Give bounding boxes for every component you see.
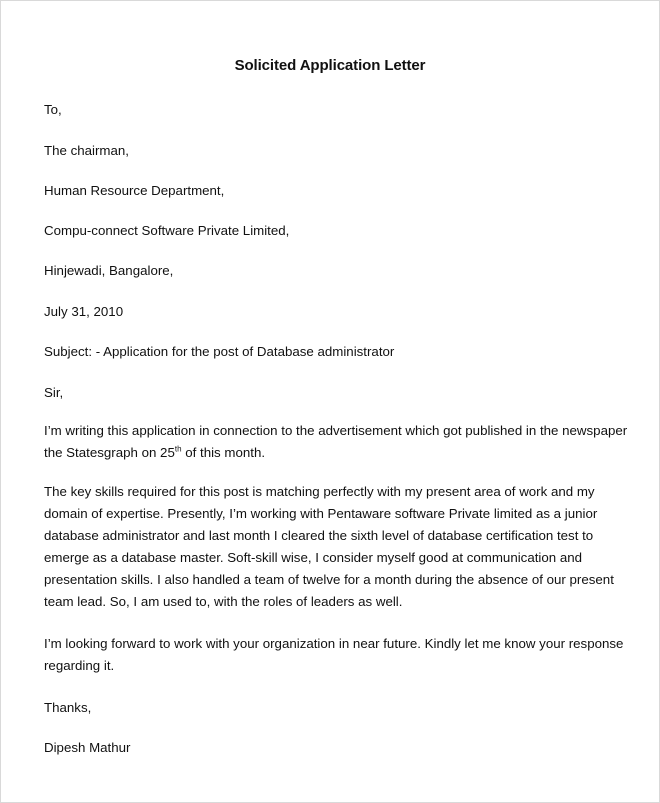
- department-line: Human Resource Department,: [44, 183, 225, 198]
- paragraph-2-line: The key skills required for this post is matching perfectly with my present area of work and my: [44, 484, 595, 499]
- location-line: Hinjewadi, Bangalore,: [44, 263, 174, 278]
- company-line: Compu-connect Software Private Limited,: [44, 223, 290, 238]
- paragraph-2-line: domain of expertise. Presently, I’m working with Pentaware software Private limited as a junior: [44, 506, 598, 521]
- paragraph-3-line: I’m looking forward to work with your organization in near future. Kindly let me know your response: [44, 636, 624, 651]
- subject-line: Subject: - Application for the post of Database administrator: [44, 344, 395, 359]
- signature-name: Dipesh Mathur: [44, 740, 131, 755]
- date-line: July 31, 2010: [44, 304, 124, 319]
- paragraph-3-line: regarding it.: [44, 658, 115, 673]
- paragraph-2-line: database administrator and last month I cleared the sixth level of database certification test to: [44, 528, 594, 543]
- paragraph-2: [44, 481, 624, 613]
- paragraph-2-line: emerge as a database master. Soft-skill wise, I consider myself good at communication and: [44, 550, 583, 565]
- paragraph-1-text: of this month.: [181, 445, 266, 460]
- paragraph-1-line: I’m writing this application in connection to the advertisement which got published in the newspaper: [44, 423, 628, 438]
- letter-title: Solicited Application Letter: [234, 57, 426, 74]
- salutation-to: To,: [44, 102, 62, 117]
- paragraph-1: [44, 420, 628, 464]
- greeting-line: Sir,: [44, 385, 64, 400]
- paragraph-2-line: presentation skills. I also handled a team of twelve for a month during the absence of our present: [44, 572, 614, 587]
- paragraph-1-line: [44, 442, 624, 464]
- ordinal-suffix: th: [174, 444, 182, 454]
- paragraph-1-text: the Statesgraph on 25: [44, 445, 175, 460]
- paragraph-3: [44, 633, 624, 677]
- recipient-line: The chairman,: [44, 143, 129, 158]
- paragraph-2-line: team lead. So, I am used to, with the roles of leaders as well.: [44, 594, 403, 609]
- closing-line: Thanks,: [44, 700, 92, 715]
